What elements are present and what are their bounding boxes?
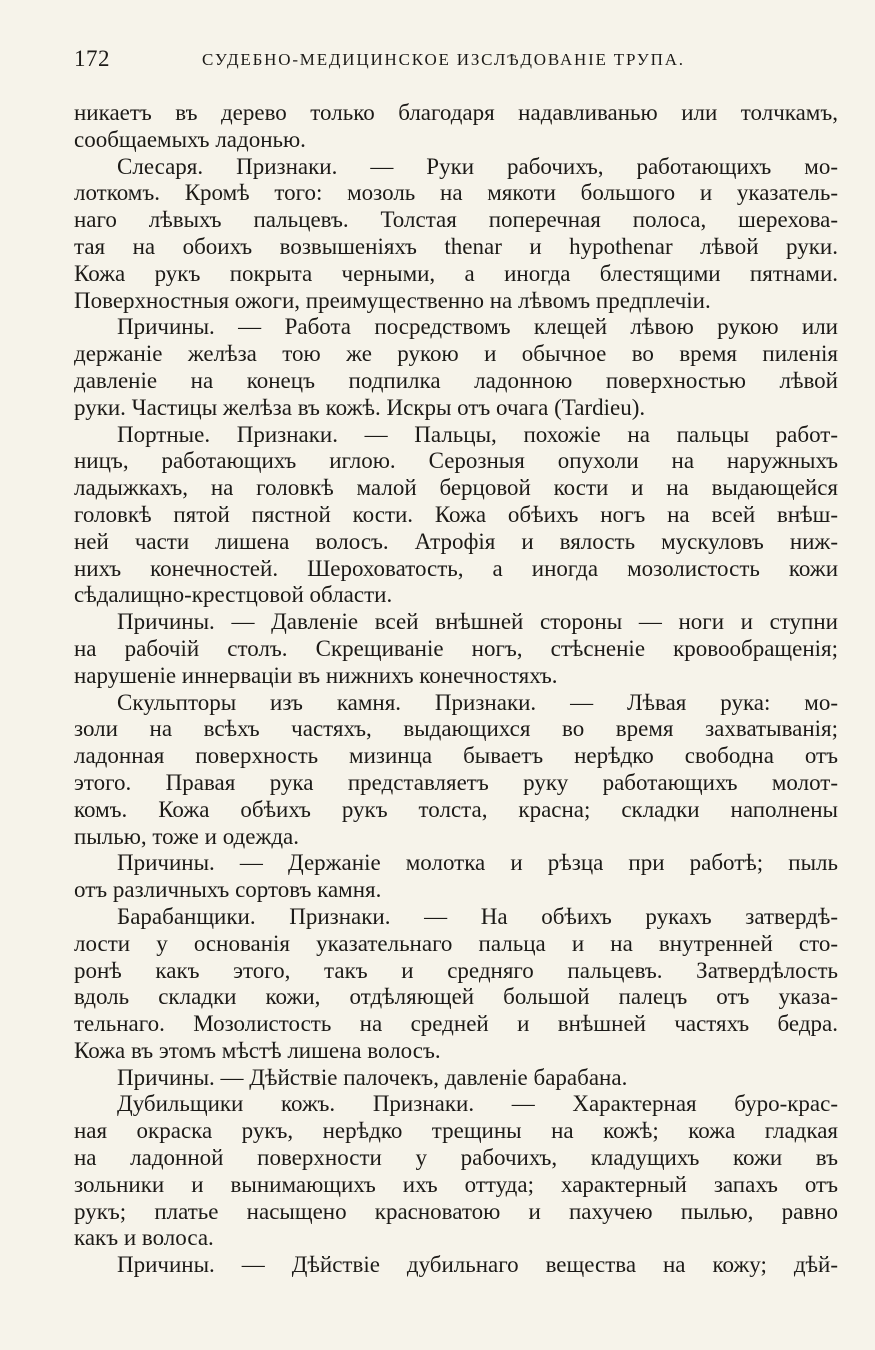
text-line: ней части лишена волосъ. Атрофія и вялость мускуловъ ниж- — [74, 528, 838, 554]
text-line: Кожа въ этомъ мѣстѣ лишена волосъ. — [74, 1037, 441, 1063]
text-line: наго лѣвыхъ пальцевъ. Толстая поперечная полоса, шерехова- — [74, 207, 838, 233]
text-line: этого. Правая рука представляетъ руку работающихъ молот- — [74, 769, 838, 795]
text-line: пылью, тоже и одежда. — [74, 823, 299, 849]
text-line: лоткомъ. Кромѣ того: мозоль на мякоти большого и указатель- — [74, 180, 838, 206]
text-line: Причины. — Работа посредствомъ клещей лѣвою рукою или — [117, 314, 838, 340]
text-line: золи на всѣхъ частяхъ, выдающихся во время захватыванія; — [74, 716, 838, 742]
text-line: сѣдалищно-крестцовой области. — [74, 582, 393, 608]
text-line: Барабанщики. Признаки. — На обѣихъ рукахъ затвердѣ- — [117, 903, 838, 929]
text-line: нихъ конечностей. Шероховатость, а иногда мозолистость кожи — [74, 555, 838, 581]
text-line: нарушеніе иннерваціи въ нижнихъ конечностяхъ. — [74, 662, 558, 688]
page-body — [74, 100, 838, 1279]
page-number: 172 — [74, 46, 110, 71]
text-line: рукъ; платье насыщено красноватою и пахучею пылью, равно — [74, 1198, 838, 1224]
text-line: отъ различныхъ сортовъ камня. — [74, 877, 382, 903]
text-line: Слесаря. Признаки. — Руки рабочихъ, работающихъ мо- — [117, 153, 838, 179]
text-line: какъ и волоса. — [74, 1225, 214, 1251]
text-line: ная окраска рукъ, нерѣдко трещины на кожѣ; кожа гладкая — [74, 1118, 838, 1144]
text-line: тая на обоихъ возвышеніяхъ thenar и hypothenar лѣвой руки. — [74, 233, 838, 259]
text-line: никаетъ въ дерево только благодаря надавливанью или толчкамъ, — [74, 100, 838, 125]
text-line: на рабочій столъ. Скрещиваніе ногъ, стѣсненіе кровообращенія; — [74, 635, 838, 661]
text-line: ронѣ какъ этого, такъ и средняго пальцевъ. Затвердѣлость — [74, 957, 838, 983]
text-line: ницъ, работающихъ иглою. Серозныя опухоли на наружныхъ — [74, 448, 838, 474]
running-title: СУДЕБНО-МЕДИЦИНСКОЕ ИЗСЛѢДОВАНІЕ ТРУПА. — [202, 50, 685, 69]
text-line: ладыжкахъ, на головкѣ малой берцовой кости и на выдающейся — [74, 475, 838, 501]
page-header — [74, 46, 834, 76]
text-line: ладонная поверхность мизинца бываетъ нерѣдко свободна отъ — [74, 743, 838, 769]
text-line: на ладонной поверхности у рабочихъ, кладущихъ кожи въ — [74, 1145, 838, 1171]
text-line: Поверхностныя ожоги, преимущественно на лѣвомъ предплечіи. — [74, 287, 711, 313]
text-line: Причины. — Дѣйствіе палочекъ, давленіе барабана. — [117, 1064, 628, 1090]
text-line: вдоль складки кожи, отдѣляющей большой палецъ отъ указа- — [74, 984, 838, 1010]
text-line: руки. Частицы желѣза въ кожѣ. Искры отъ очага (Tardieu). — [74, 394, 646, 420]
text-line: Кожа рукъ покрыта черными, а иногда блестящими пятнами. — [74, 260, 838, 286]
text-line: Причины. — Держаніе молотка и рѣзца при работѣ; пыль — [117, 850, 838, 876]
text-line: Портные. Признаки. — Пальцы, похожіе на пальцы работ- — [117, 421, 838, 447]
text-line: давленіе на конецъ подпилка ладонною поверхностью лѣвой — [74, 367, 838, 393]
text-line: комъ. Кожа обѣихъ рукъ толста, красна; складки наполнены — [74, 796, 838, 822]
text-line: зольники и вынимающихъ ихъ оттуда; характерный запахъ отъ — [74, 1171, 838, 1197]
text-line: головкѣ пятой пястной кости. Кожа обѣихъ ногъ на всей внѣш- — [74, 501, 838, 527]
text-line: Причины. — Давленіе всей внѣшней стороны — ноги и ступни — [117, 609, 838, 635]
text-line: сообщаемыхъ ладонью. — [74, 126, 306, 152]
text-line: держаніе желѣза тою же рукою и обычное во время пиленія — [74, 341, 838, 367]
text-line: Скульпторы изъ камня. Признаки. — Лѣвая рука: мо- — [117, 689, 838, 715]
text-line: Дубильщики кожъ. Признаки. — Характерная буро-крас- — [117, 1091, 838, 1117]
text-line: тельнаго. Мозолистость на средней и внѣшней частяхъ бедра. — [74, 1011, 838, 1037]
text-line: лости у основанія указательнаго пальца и на внутренней сто- — [74, 930, 838, 956]
text-line: Причины. — Дѣйствіе дубильнаго вещества на кожу; дѣй- — [117, 1252, 838, 1278]
